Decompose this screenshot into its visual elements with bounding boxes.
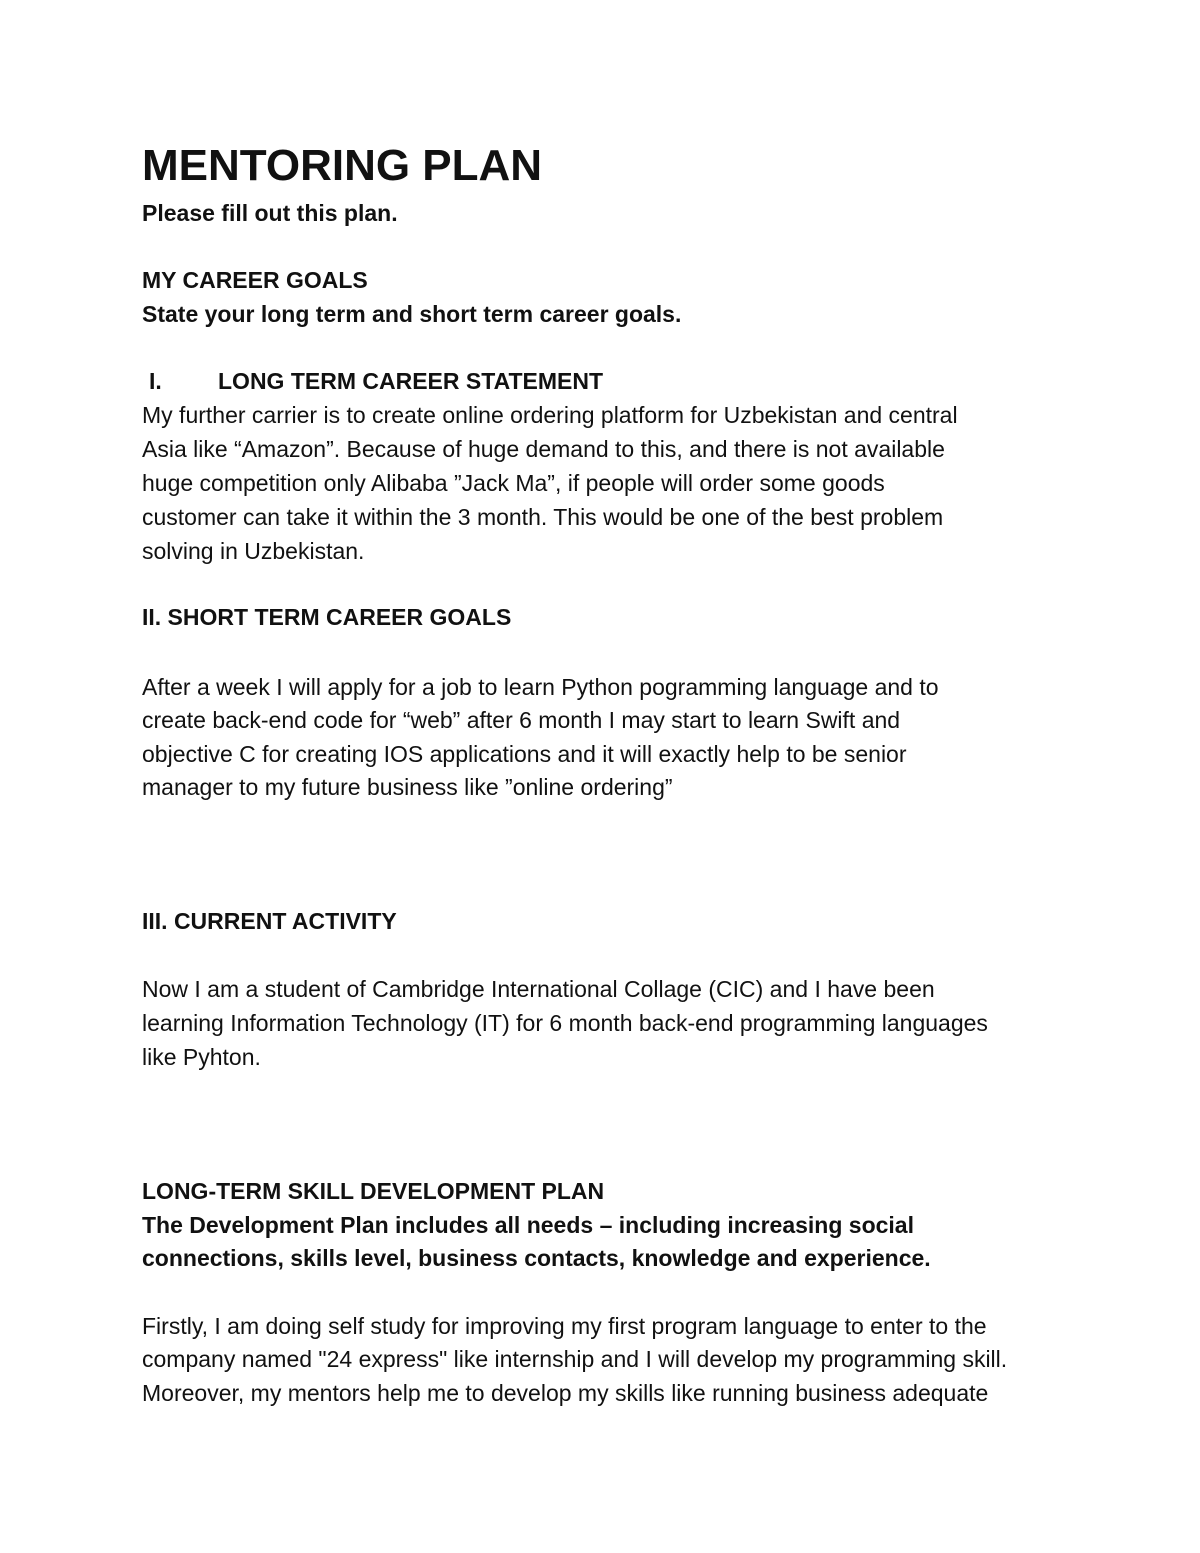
skill-plan-intro-line: connections, skills level, business contacts, knowledge and experience. [142, 1245, 931, 1271]
short-term-line: objective C for creating IOS applications and it will exactly help to be senior [142, 741, 907, 767]
skill-plan-heading: LONG-TERM SKILL DEVELOPMENT PLAN [142, 1178, 605, 1204]
page-title: MENTORING PLAN [142, 141, 543, 190]
long-term-line: huge competition only Alibaba ”Jack Ma”, if people will order some goods [142, 470, 885, 496]
career-goals-instruction: State your long term and short term career goals. [142, 301, 682, 327]
skill-plan-line: Firstly, I am doing self study for improving my first program language to enter to the [142, 1313, 987, 1339]
long-term-heading [142, 364, 603, 398]
skill-plan-line: Moreover, my mentors help me to develop my skills like running business adequate [142, 1380, 989, 1406]
long-term-line: solving in Uzbekistan. [142, 538, 365, 564]
skill-plan-line: company named "24 express" like internship and I will develop my programming skill. [142, 1346, 1008, 1372]
short-term-heading: II. SHORT TERM CAREER GOALS [142, 604, 512, 630]
short-term-line: After a week I will apply for a job to learn Python pogramming language and to [142, 674, 939, 700]
career-goals-heading: MY CAREER GOALS [142, 267, 368, 293]
short-term-line: manager to my future business like ”online ordering” [142, 774, 673, 800]
long-term-line: My further carrier is to create online ordering platform for Uzbekistan and central [142, 402, 958, 428]
short-term-line: create back-end code for “web” after 6 month I may start to learn Swift and [142, 707, 901, 733]
skill-plan-intro-line: The Development Plan includes all needs – including increasing social [142, 1212, 914, 1238]
current-activity-line: learning Information Technology (IT) for 6 month back-end programming languages [142, 1010, 988, 1036]
long-term-line: Asia like “Amazon”. Because of huge demand to this, and there is not available [142, 436, 945, 462]
current-activity-heading: III. CURRENT ACTIVITY [142, 908, 397, 934]
current-activity-line: Now I am a student of Cambridge International Collage (CIC) and I have been [142, 976, 935, 1002]
long-term-number: I. [149, 368, 162, 394]
page-subtitle: Please fill out this plan. [142, 200, 398, 226]
current-activity-line: like Pyhton. [142, 1044, 261, 1070]
long-term-heading-text: LONG TERM CAREER STATEMENT [218, 368, 604, 394]
long-term-line: customer can take it within the 3 month. This would be one of the best problem [142, 504, 944, 530]
